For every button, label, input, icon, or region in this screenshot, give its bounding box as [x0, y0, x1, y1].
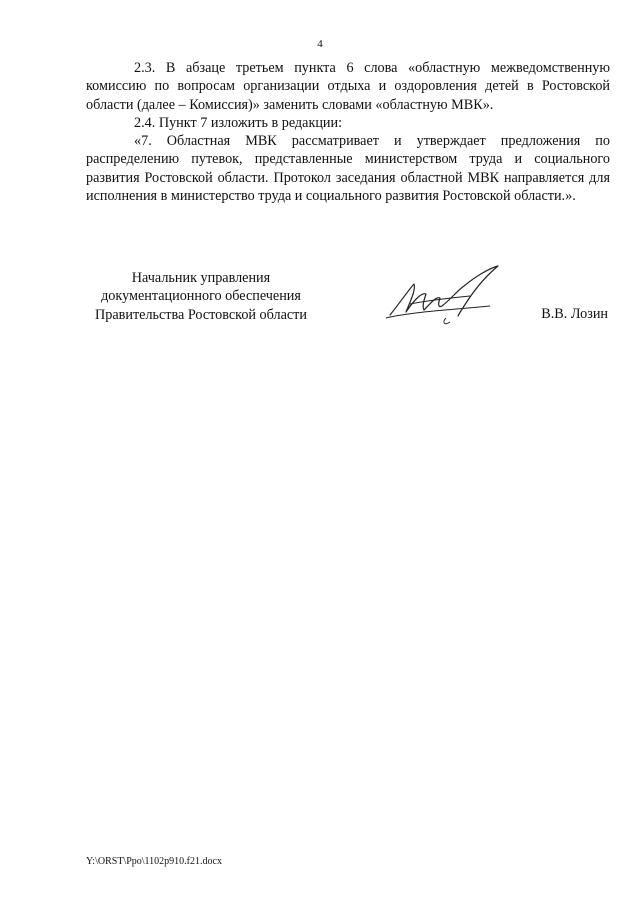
document-body	[86, 59, 610, 205]
paragraph-2-3: 2.3. В абзаце третьем пункта 6 слова «областную межведомственную комиссию по вопросам организации отдыха и оздоровления детей в Ростовской области (далее – Комиссия)» заменить словами «областную МВК».	[86, 60, 610, 113]
paragraph-quoted-item-7: «7. Областная МВК рассматривает и утверждает предложения по распределению путевок, представленные министерством труда и социального развития Ростовской области. Протокол заседания областной МВК направляется для исполнения в министерство труда и социального развития Ростовской области.».	[86, 133, 610, 205]
file-path-footer: Y:\ORST\Ppo\1102p910.f21.docx	[86, 856, 222, 867]
signatory-title-line: Правительства Ростовской области	[95, 306, 307, 323]
signatory-title	[86, 269, 316, 324]
page-number: 4	[317, 38, 323, 50]
paragraph-2-4: 2.4. Пункт 7 изложить в редакции:	[134, 114, 343, 131]
signatory-title-line: документационного обеспечения	[101, 288, 301, 305]
handwritten-signature	[380, 260, 510, 330]
signatory-title-line: Начальник управления	[131, 270, 271, 286]
signatory-name: В.В. Лозин	[541, 306, 608, 322]
